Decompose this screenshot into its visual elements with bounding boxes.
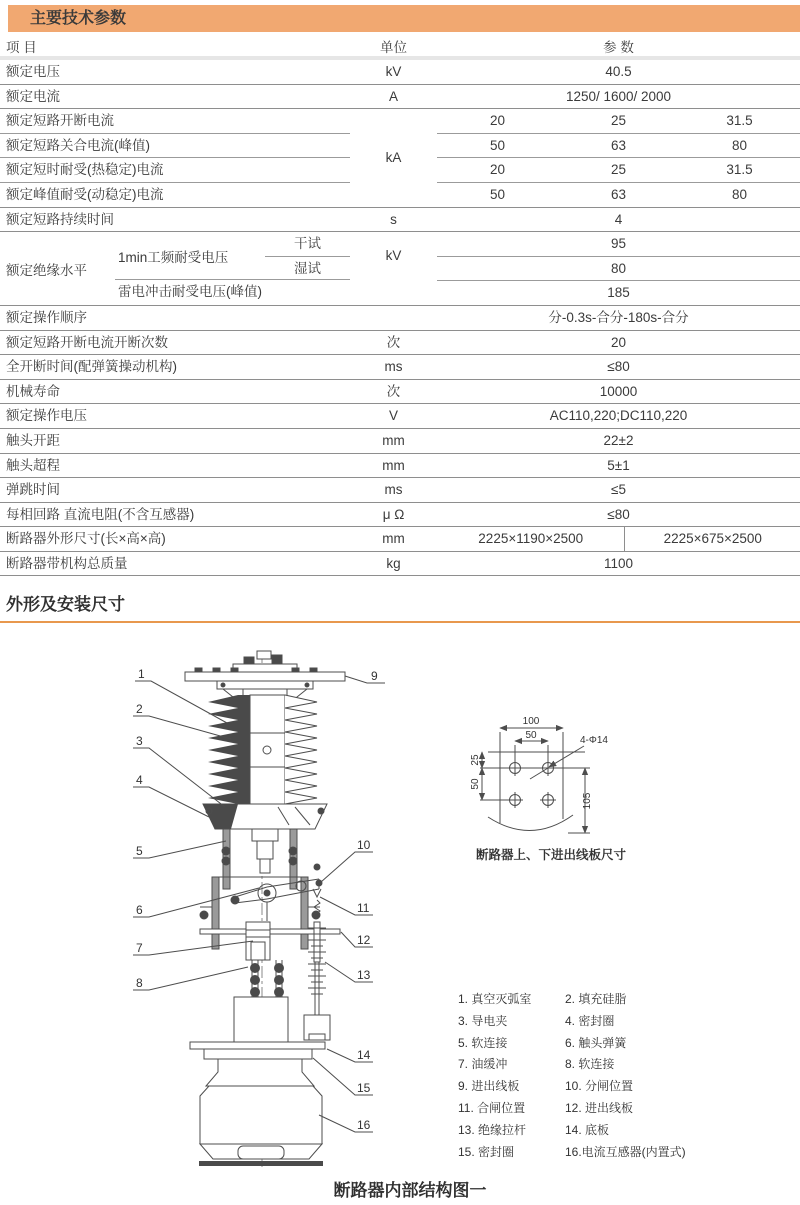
break-arc <box>488 815 573 831</box>
callout-label: 3 <box>136 734 143 748</box>
table-row <box>0 355 800 380</box>
callout-label: 9 <box>371 669 378 683</box>
insulation-unit <box>350 232 437 305</box>
callout-label: 15 <box>357 1081 371 1095</box>
ka-group-unit: kA <box>385 150 402 166</box>
table-header-row <box>0 36 800 60</box>
dim-right: 105 <box>582 792 593 810</box>
row-value: AC110,220;DC110,220 <box>549 408 688 424</box>
insulation-freq-block <box>115 232 350 279</box>
row-value: 80 <box>437 257 800 282</box>
row-value: 63 <box>610 137 627 153</box>
row-value: 分-0.3s-合分-180s-合分 <box>548 309 689 325</box>
row-unit: V <box>388 408 398 424</box>
table-group-insulation <box>0 232 800 306</box>
filled-core-section <box>238 695 250 804</box>
row-value: 2225×675×2500 <box>624 527 800 551</box>
pull-rods <box>234 960 288 1042</box>
row-value: 95 <box>437 232 800 257</box>
plate-drawing-caption: 断路器上、下进出线板尺寸 <box>476 848 627 862</box>
ka-value-row <box>437 183 800 207</box>
dim-inner-width: 50 <box>525 730 537 741</box>
legend-item: 11. 合闸位置 <box>458 1100 526 1115</box>
callout-label: 12 <box>357 933 371 947</box>
row-unit: kg <box>386 555 401 571</box>
dim-top: 25 <box>470 754 481 766</box>
row-value: 20 <box>489 162 506 178</box>
callout-label: 14 <box>357 1048 371 1062</box>
ka-value-row <box>437 158 800 183</box>
callout-label: 5 <box>136 844 143 858</box>
section-title-main-parameters <box>8 5 800 32</box>
dimension-values <box>437 527 800 551</box>
sectioned-fins-left <box>208 695 238 804</box>
ka-value-row <box>437 109 800 134</box>
table-row <box>0 208 800 233</box>
current-transformer-cylinder <box>200 1086 322 1144</box>
dim-outer-width: 100 <box>522 716 540 727</box>
legend-item: 9. 进出线板 <box>458 1079 520 1094</box>
ka-value-row <box>437 134 800 159</box>
row-unit: mm <box>382 457 405 473</box>
dim-left: 50 <box>470 778 481 790</box>
insulation-subcolumn <box>115 232 350 305</box>
row-value: ≤80 <box>607 506 630 522</box>
row-unit: 次 <box>386 383 401 399</box>
row-unit: s <box>390 211 397 227</box>
row-unit: μ Ω <box>382 506 405 522</box>
header-item: 项 目 <box>6 40 37 55</box>
row-item: 额定短时耐受(热稳定)电流 <box>0 158 350 183</box>
breaker-cross-section-diagram <box>105 645 415 1175</box>
table-row <box>0 60 800 85</box>
table-row <box>0 503 800 528</box>
legend-item: 14. 底板 <box>565 1122 610 1137</box>
callout-label: 1 <box>138 667 145 681</box>
bolt-holes <box>507 760 556 808</box>
row-item: 额定短路开断电流开断次数 <box>6 334 168 350</box>
row-item: 机械寿命 <box>6 383 60 399</box>
callout-label: 6 <box>136 903 143 917</box>
table-row <box>0 306 800 331</box>
legend-item: 16.电流互感器(内置式) <box>565 1144 686 1159</box>
row-item: 额定短路开断电流 <box>0 109 350 134</box>
legend-item: 8. 软连接 <box>565 1057 615 1072</box>
row-value: 5±1 <box>607 457 630 473</box>
row-item: 湿试 <box>294 260 321 276</box>
row-item: 断路器外形尺寸(长×高×高) <box>6 531 166 547</box>
figure-caption: 断路器内部结构图一 <box>333 1181 487 1200</box>
row-item: 触头超程 <box>6 457 60 473</box>
row-value: 1100 <box>603 555 634 571</box>
legend-item: 7. 油缓冲 <box>458 1057 508 1072</box>
dim-holes: 4-Φ14 <box>580 735 608 746</box>
table-row-dimensions <box>0 527 800 552</box>
row-item: 额定绝缘水平 <box>6 262 87 278</box>
table-row <box>0 454 800 479</box>
dimension-lines <box>482 728 590 833</box>
row-unit: A <box>388 88 398 104</box>
callout-label: 11 <box>357 901 370 915</box>
parameters-table <box>0 36 800 576</box>
terminal-plate-dimension-drawing <box>468 705 693 845</box>
row-item: 额定短路持续时间 <box>6 211 114 227</box>
figure-legend <box>458 990 686 1164</box>
row-value: 25 <box>610 162 627 178</box>
legend-item: 1. 真空灭弧室 <box>458 992 532 1006</box>
row-value: 40.5 <box>605 64 632 79</box>
orange-divider-rule <box>0 621 800 623</box>
legend-item: 4. 密封圈 <box>565 1013 615 1028</box>
row-item: 额定峰值耐受(动稳定)电流 <box>6 186 164 202</box>
row-unit: kV <box>385 64 402 79</box>
table-row <box>0 331 800 356</box>
callout-label: 7 <box>136 941 143 955</box>
bottom-plate <box>190 1042 325 1049</box>
table-group-ka <box>0 109 800 207</box>
row-value: 50 <box>489 137 506 153</box>
row-value: ≤5 <box>611 482 626 498</box>
row-value: 31.5 <box>726 162 753 178</box>
plate-outline <box>480 745 590 831</box>
callout-label: 8 <box>136 976 143 990</box>
legend-item: 12. 进出线板 <box>565 1100 634 1115</box>
table-row <box>0 85 800 110</box>
legend-item: 15. 密封圈 <box>458 1144 515 1159</box>
callout-label: 4 <box>136 773 143 787</box>
vacuum-interrupter-body <box>250 695 285 804</box>
outline-fins-right <box>285 695 317 804</box>
main-parameters-title-text: 主要技术参数 <box>30 10 127 27</box>
row-item: 额定短路关合电流(峰值) <box>0 134 350 159</box>
header-param: 参 数 <box>603 40 634 55</box>
row-item: 每相回路 直流电阻(不含互感器) <box>6 506 195 522</box>
upper-terminal-plate <box>185 672 345 681</box>
row-unit <box>350 306 437 330</box>
table-row <box>0 478 800 503</box>
row-unit: mm <box>382 531 405 547</box>
legend-item: 6. 触头弹簧 <box>565 1035 627 1050</box>
row-item: 雷电冲击耐受电压(峰值) <box>115 279 350 304</box>
row-value: 63 <box>610 186 627 202</box>
row-value: 2225×1190×2500 <box>478 531 584 547</box>
row-value: 20 <box>489 113 506 129</box>
row-item: 全开断时间(配弹簧操动机构) <box>6 359 177 375</box>
table-row <box>0 380 800 405</box>
row-value: 80 <box>731 186 748 202</box>
row-value: ≤80 <box>607 359 630 375</box>
row-unit: mm <box>382 432 405 448</box>
support-tubes <box>222 829 297 889</box>
callout-label: 13 <box>357 968 371 982</box>
row-value: 25 <box>610 113 627 129</box>
ka-group-items <box>0 109 350 206</box>
table-row <box>0 552 800 577</box>
section-title-outline: 外形及安装尺寸 <box>6 595 125 614</box>
porcelain-insulator <box>208 695 317 804</box>
row-item: 干试 <box>265 232 350 257</box>
row-unit: kV <box>385 248 402 264</box>
dimension-labels <box>470 716 608 809</box>
row-unit: ms <box>384 359 403 375</box>
row-unit: ms <box>384 482 403 498</box>
row-item: 1min工频耐受电压 <box>118 249 229 265</box>
row-item: 额定电压 <box>6 64 60 79</box>
row-item: 额定操作电压 <box>6 408 87 424</box>
legend-item: 10. 分闸位置 <box>565 1079 634 1094</box>
row-value: 80 <box>731 137 748 153</box>
row-value: 22±2 <box>603 432 634 448</box>
row-item: 触头开距 <box>6 432 60 448</box>
row-value: 31.5 <box>726 113 753 129</box>
row-value: 4 <box>614 211 623 227</box>
callout-label: 10 <box>357 838 371 852</box>
row-unit: 次 <box>386 334 401 350</box>
row-item: 额定电流 <box>6 88 60 104</box>
table-row <box>0 404 800 429</box>
dry-wet-cells <box>265 232 350 279</box>
row-value: 50 <box>489 186 506 202</box>
table-row <box>0 429 800 454</box>
legend-item: 5. 软连接 <box>458 1035 508 1050</box>
insulation-values <box>437 232 800 305</box>
callout-label: 2 <box>136 702 143 716</box>
header-unit: 单位 <box>380 40 407 55</box>
base-and-current-transformer <box>190 1042 325 1166</box>
row-value: 1250/ 1600/ 2000 <box>565 88 672 104</box>
row-item: 断路器带机构总质量 <box>6 555 128 571</box>
row-value: 185 <box>607 285 630 301</box>
ka-group-values <box>437 109 800 206</box>
legend-item: 13. 绝缘拉杆 <box>458 1122 527 1137</box>
row-item: 弹跳时间 <box>6 482 60 498</box>
callout-label: 16 <box>357 1118 371 1132</box>
legend-item: 2. 填充硅脂 <box>565 992 627 1006</box>
legend-item: 3. 导电夹 <box>458 1013 508 1028</box>
row-item: 额定操作顺序 <box>6 309 87 325</box>
lower-flange <box>203 804 327 829</box>
row-value: 10000 <box>599 383 638 399</box>
row-value: 20 <box>610 334 627 350</box>
